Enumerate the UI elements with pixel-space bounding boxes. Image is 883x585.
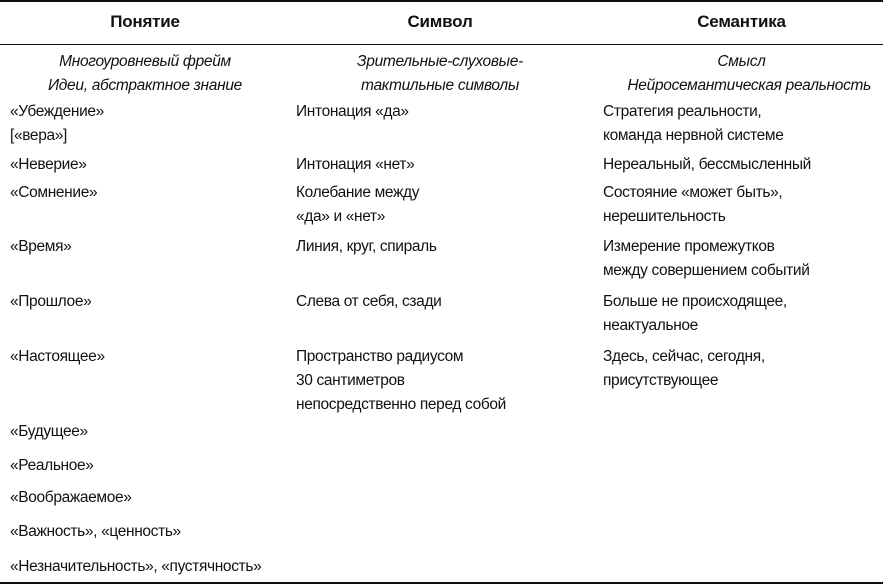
cell-symbol — [296, 235, 596, 259]
cell-concept — [10, 153, 290, 177]
cell-semantics — [603, 235, 883, 283]
cell-concept — [10, 420, 290, 444]
cell-line: Линия, круг, спираль — [296, 238, 437, 255]
cell-line: «Важность», «ценность» — [10, 523, 181, 540]
header-concept: Понятие — [110, 12, 180, 31]
cell-line: «Неверие» — [10, 156, 87, 173]
subheader-semantics-line: Смысл — [717, 53, 766, 70]
cell-concept — [10, 454, 290, 478]
table-bottom-rule — [0, 582, 883, 584]
cell-line: «Реальное» — [10, 457, 94, 474]
cell-line: присутствующее — [603, 372, 719, 389]
cell-line: Стратегия реальности, — [603, 103, 762, 120]
cell-symbol — [296, 100, 596, 124]
cell-concept — [10, 345, 290, 369]
cell-line: 30 сантиметров — [296, 372, 405, 389]
cell-concept — [10, 181, 290, 205]
cell-line: «Настоящее» — [10, 348, 105, 365]
subheader-symbol — [290, 50, 590, 98]
cell-line: Интонация «нет» — [296, 156, 415, 173]
cell-symbol — [296, 290, 596, 314]
cell-concept — [10, 100, 290, 148]
header-semantics: Семантика — [697, 12, 786, 31]
table-top-rule — [0, 0, 883, 2]
cell-semantics — [603, 290, 883, 338]
cell-line: «Будущее» — [10, 423, 88, 440]
cell-symbol — [296, 345, 596, 417]
cell-line: Пространство радиусом — [296, 348, 464, 365]
cell-line: «Время» — [10, 238, 72, 255]
cell-line: «Убеждение» — [10, 103, 104, 120]
cell-semantics — [603, 100, 883, 148]
header-rule — [0, 44, 883, 45]
subheader-symbol-line: тактильные символы — [361, 77, 519, 94]
cell-line: неактуальное — [603, 317, 698, 334]
cell-semantics — [603, 181, 883, 229]
cell-line: Слева от себя, сзади — [296, 293, 442, 310]
cell-concept — [10, 520, 290, 544]
header-symbol: Символ — [407, 12, 473, 31]
cell-line: «да» и «нет» — [296, 208, 385, 225]
cell-line: Нереальный, бессмысленный — [603, 156, 811, 173]
cell-semantics — [603, 345, 883, 393]
cell-concept — [10, 486, 290, 510]
cell-concept — [10, 290, 290, 314]
subheader-semantics-line: Нейросемантическая реальность — [627, 77, 871, 94]
cell-line: «Незначительность», «пустячность» — [10, 558, 262, 575]
cell-line: Измерение промежутков — [603, 238, 775, 255]
cell-symbol — [296, 153, 596, 177]
subheader-concept-line: Идеи, абстрактное знание — [48, 77, 242, 94]
subheader-semantics — [600, 50, 883, 98]
cell-line: Здесь, сейчас, сегодня, — [603, 348, 765, 365]
cell-symbol — [296, 181, 596, 229]
cell-line: Больше не происходящее, — [603, 293, 787, 310]
cell-semantics — [603, 153, 883, 177]
cell-line: Интонация «да» — [296, 103, 409, 120]
cell-concept — [10, 555, 290, 579]
cell-line: «Прошлое» — [10, 293, 92, 310]
cell-concept — [10, 235, 290, 259]
cell-line: команда нервной системе — [603, 127, 784, 144]
cell-line: «Сомнение» — [10, 184, 98, 201]
subheader-concept-line: Многоуровневый фрейм — [59, 53, 231, 70]
cell-line: Состояние «может быть», — [603, 184, 783, 201]
cell-line: нерешительность — [603, 208, 726, 225]
cell-line: непосредственно перед собой — [296, 396, 506, 413]
cell-line: «Воображаемое» — [10, 489, 132, 506]
cell-line: между совершением событий — [603, 262, 810, 279]
cell-line: [«вера»] — [10, 127, 67, 144]
subheader-symbol-line: Зрительные-слуховые- — [357, 53, 523, 70]
subheader-concept — [0, 50, 290, 98]
cell-line: Колебание между — [296, 184, 420, 201]
